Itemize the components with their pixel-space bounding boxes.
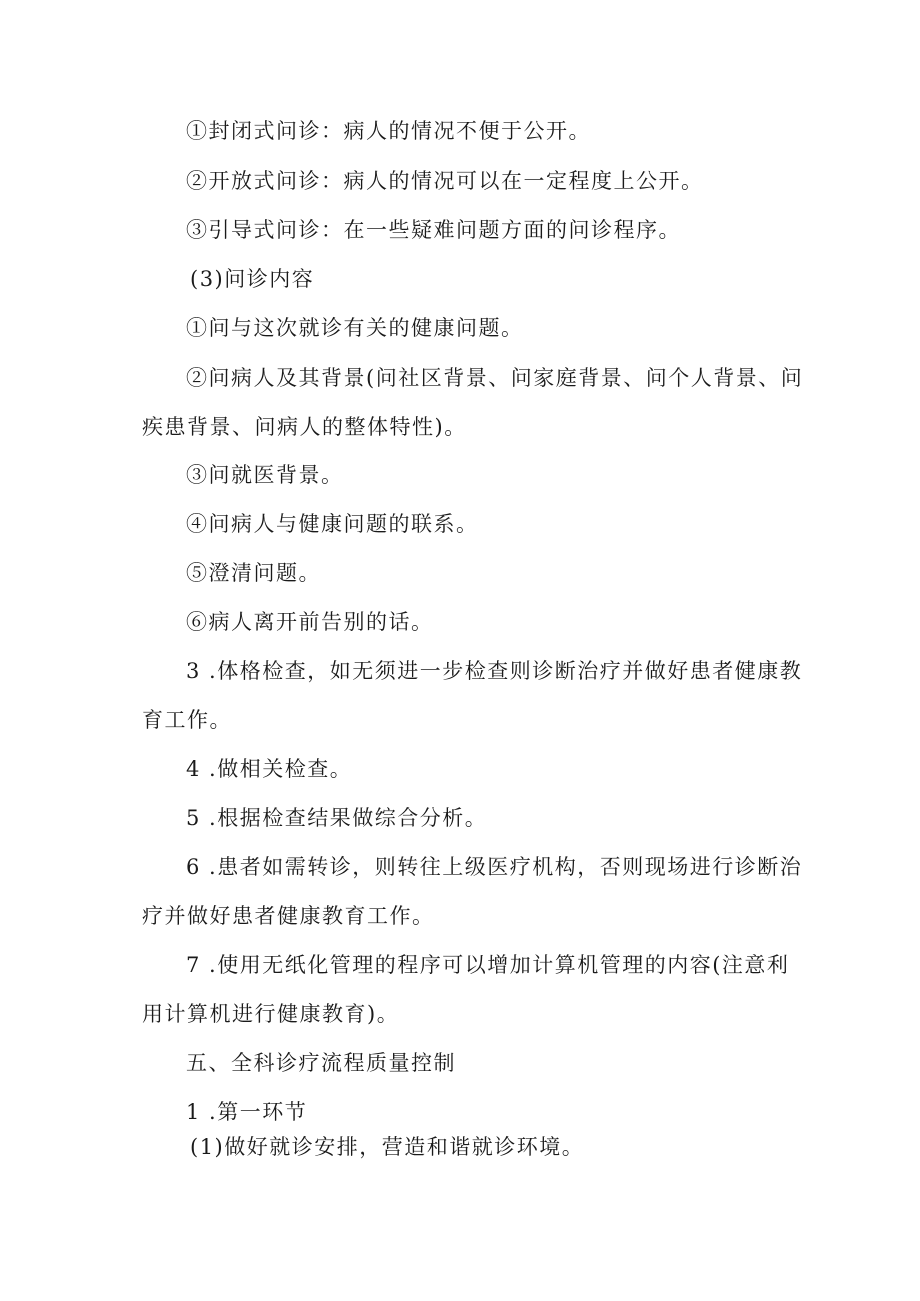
- paragraph-inquiry-background-line2: 疾患背景、问病人的整体特性)。: [142, 415, 467, 439]
- section-heading-quality-control: 五、全科诊疗流程质量控制: [186, 1051, 456, 1075]
- subheading-first-stage: 1 .第一环节: [186, 1100, 308, 1124]
- paragraph-patient-problem-link: ④问病人与健康问题的联系。: [186, 512, 479, 536]
- paragraph-physical-exam-line1: 3 .体格检查，如无须进一步检查则诊断治疗并做好患者健康教: [186, 659, 803, 683]
- paragraph-closed-inquiry: ①封闭式问诊：病人的情况不便于公开。: [186, 119, 591, 143]
- paragraph-analysis: 5 .根据检查结果做综合分析。: [186, 806, 488, 830]
- paragraph-inquiry-health-problem: ①问与这次就诊有关的健康问题。: [186, 316, 524, 340]
- paragraph-clarify-problem: ⑤澄清问题。: [186, 561, 321, 585]
- paragraph-medical-background: ③问就医背景。: [186, 463, 344, 487]
- paragraph-related-tests: 4 .做相关检查。: [186, 757, 353, 781]
- paragraph-paperless-line1: 7 .使用无纸化管理的程序可以增加计算机管理的内容(注意利: [186, 953, 790, 977]
- paragraph-farewell: ⑥病人离开前告别的话。: [186, 610, 434, 634]
- subheading-inquiry-content: (3)问诊内容: [190, 267, 315, 291]
- paragraph-guided-inquiry: ③引导式问诊：在一些疑难问题方面的问诊程序。: [186, 218, 681, 242]
- paragraph-physical-exam-line2: 育工作。: [142, 708, 232, 732]
- paragraph-paperless-line2: 用计算机进行健康教育)。: [142, 1002, 400, 1026]
- paragraph-open-inquiry: ②开放式问诊：病人的情况可以在一定程度上公开。: [186, 169, 704, 193]
- paragraph-arrangement: (1)做好就诊安排，营造和谐就诊环境。: [190, 1135, 585, 1159]
- paragraph-referral-line2: 疗并做好患者健康教育工作。: [142, 904, 435, 928]
- paragraph-referral-line1: 6 .患者如需转诊，则转往上级医疗机构，否则现场进行诊断治: [186, 855, 803, 879]
- paragraph-inquiry-background-line1: ②问病人及其背景(问社区背景、问家庭背景、问个人背景、问: [186, 366, 804, 390]
